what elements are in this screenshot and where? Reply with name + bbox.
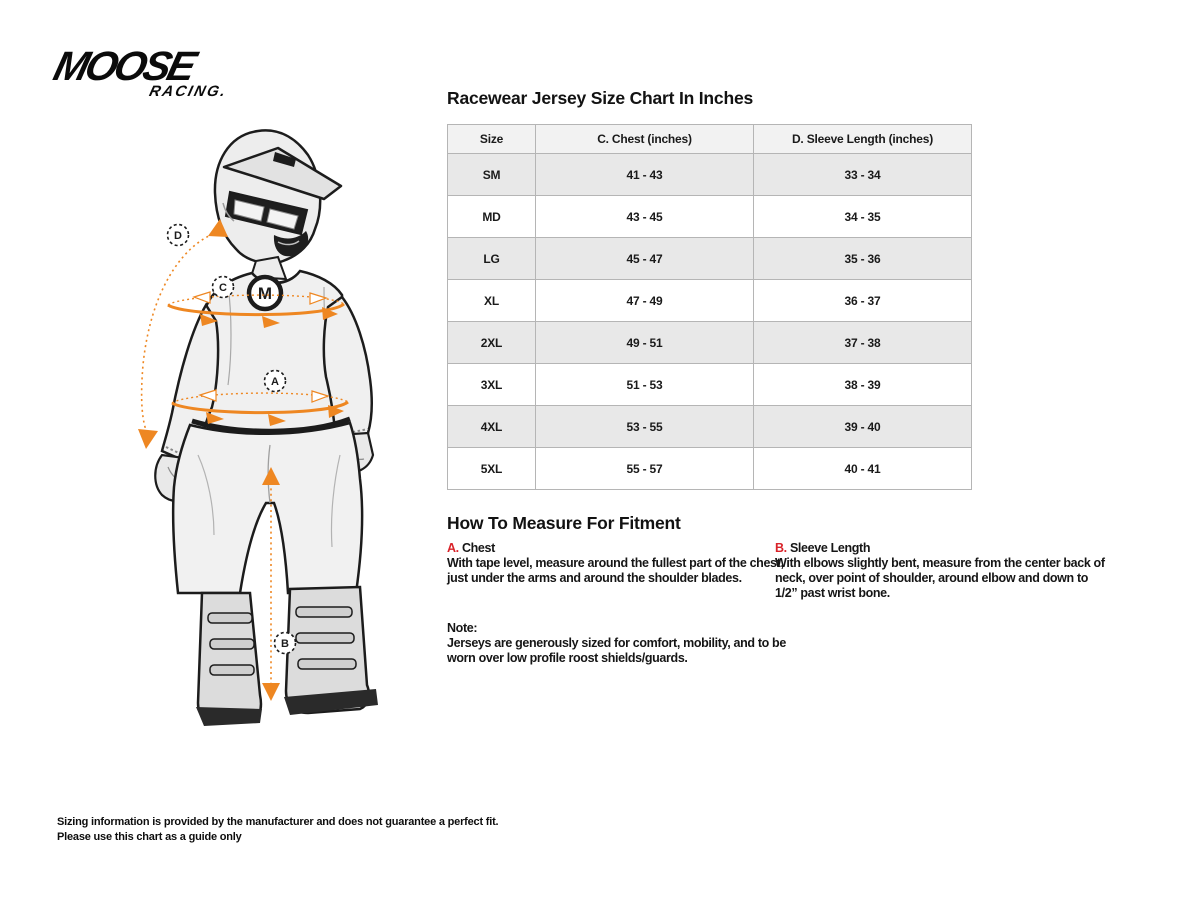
size-chart-rows [448, 154, 972, 490]
logo-text-moose: MOOSE [49, 43, 199, 89]
size-cell: 4XL [448, 406, 536, 448]
size-chart-title: Racewear Jersey Size Chart In Inches [447, 88, 754, 108]
moose-chest-logo [249, 277, 281, 309]
size-row-lg [448, 238, 972, 280]
sleeve-cell: 35 - 36 [754, 238, 972, 280]
measure-block-sleeve [775, 541, 1110, 601]
inseam-arrow-bottom [262, 683, 280, 701]
fitment-heading: How To Measure For Fitment [447, 513, 681, 533]
sleeve-cell: 37 - 38 [754, 322, 972, 364]
moose-racing-logo [49, 43, 255, 106]
sleeve-cell: 34 - 35 [754, 196, 972, 238]
sleeve-cell: 39 - 40 [754, 406, 972, 448]
chest-instructions: With tape level, measure around the fullest part of the chest, just under the arms and around the shoulder blades. [447, 556, 784, 585]
sleeve-cell: 33 - 34 [754, 154, 972, 196]
size-row-sm [448, 154, 972, 196]
label-d: D [174, 230, 182, 242]
chest-block-title [447, 541, 792, 556]
helmet-illustration [215, 130, 341, 263]
chest-cell: 45 - 47 [536, 238, 754, 280]
size-cell: SM [448, 154, 536, 196]
note-text: Jerseys are generously sized for comfort, mobility, and to be worn over low profile roost shields/guards. [447, 636, 786, 665]
chest-title: Chest [461, 541, 495, 555]
note-label: Note: [447, 621, 478, 635]
label-c: C [219, 282, 227, 294]
sleeve-cell: 40 - 41 [754, 448, 972, 490]
pants-illustration [173, 423, 362, 593]
label-a: A [271, 376, 279, 388]
logo-text-racing: RACING. [147, 83, 230, 100]
size-cell: 5XL [448, 448, 536, 490]
size-row-4xl [448, 406, 972, 448]
sleeve-instructions: With elbows slightly bent, measure from the center back of neck, over point of shoulder, around elbow and down to 1/2” past wrist bone. [775, 556, 1105, 600]
chest-cell: 53 - 55 [536, 406, 754, 448]
sleeve-letter: B. [775, 541, 787, 555]
sleeve-cell: 36 - 37 [754, 280, 972, 322]
chest-cell: 43 - 45 [536, 196, 754, 238]
col-header-size: Size [448, 125, 536, 154]
chest-cell: 47 - 49 [536, 280, 754, 322]
size-cell: LG [448, 238, 536, 280]
label-b: B [281, 638, 289, 650]
note-block [447, 621, 792, 666]
sleeve-title: Sleeve Length [789, 541, 871, 555]
col-header-sleeve: D. Sleeve Length (inches) [754, 125, 972, 154]
sleeve-cell: 38 - 39 [754, 364, 972, 406]
size-cell: XL [448, 280, 536, 322]
chest-cell: 49 - 51 [536, 322, 754, 364]
footer-line-1: Sizing information is provided by the manufacturer and does not guarantee a perfect fit. [57, 816, 499, 828]
size-cell: 3XL [448, 364, 536, 406]
footer-line-2: Please use this chart as a guide only [57, 830, 242, 843]
chest-letter: A. [447, 541, 459, 555]
size-row-md [448, 196, 972, 238]
col-header-chest: C. Chest (inches) [536, 125, 754, 154]
sleeve-block-title [775, 541, 1110, 556]
size-chart-table [447, 124, 972, 490]
size-row-5xl [448, 448, 972, 490]
size-cell: MD [448, 196, 536, 238]
boots-illustration [196, 587, 378, 726]
chest-logo-letter: M [257, 284, 273, 303]
chest-cell: 55 - 57 [536, 448, 754, 490]
size-cell: 2XL [448, 322, 536, 364]
size-row-3xl [448, 364, 972, 406]
size-row-xl [448, 280, 972, 322]
sleeve-arrow-bottom [138, 429, 158, 449]
footer-disclaimer [57, 815, 498, 844]
chest-cell: 51 - 53 [536, 364, 754, 406]
size-row-2xl [448, 322, 972, 364]
measure-block-chest [447, 541, 792, 586]
size-chart-header-row [448, 125, 972, 154]
chest-cell: 41 - 43 [536, 154, 754, 196]
rider-measurement-diagram [128, 115, 428, 747]
